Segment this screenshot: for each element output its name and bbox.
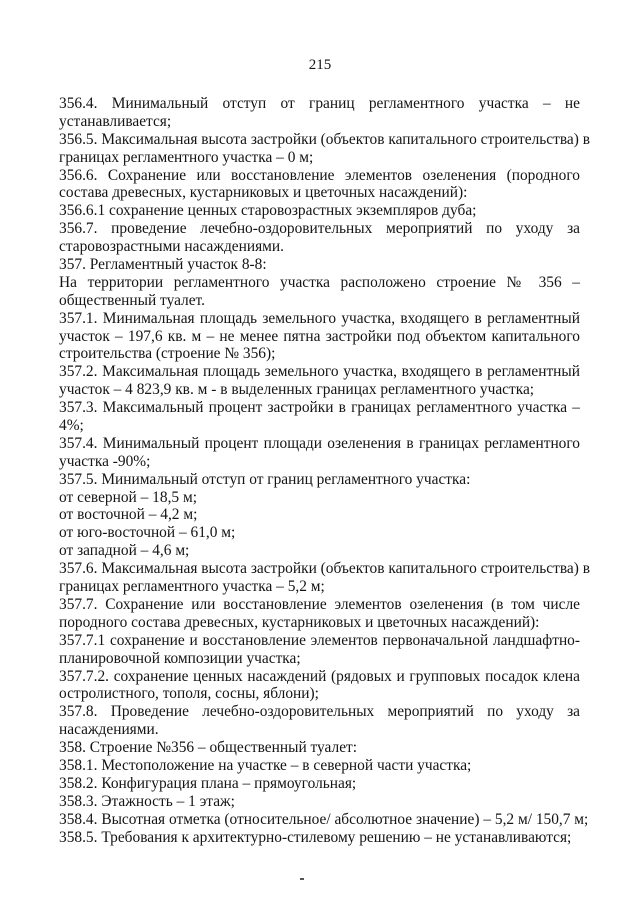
text-line: 357.6. Максимальная высота застройки (объектов капитального строительства) в (59, 560, 590, 578)
text-line: 358. Строение №356 – общественный туалет: (59, 739, 358, 757)
text-line: устанавливается; (59, 112, 172, 130)
footer-mark (300, 878, 304, 880)
text-line: старовозрастными насаждениями. (59, 238, 284, 256)
text-line: 4%; (59, 417, 84, 435)
text-line: строительства (строение № 356); (59, 345, 276, 363)
document-body (59, 95, 590, 846)
text-line: 357.2. Максимальная площадь земельного участка, входящего в регламентный (59, 363, 580, 381)
text-line: насаждениями. (59, 721, 159, 739)
text-line: 357.4. Минимальный процент площади озеленения в границах регламентного (59, 434, 580, 452)
text-line: от юго-восточной – 61,0 м; (59, 524, 236, 542)
text-line: 358.1. Местоположение на участке – в северной части участка; (59, 756, 472, 774)
text-line: 358.2. Конфигурация плана – прямоугольная; (59, 774, 357, 792)
text-line: 356.7. проведение лечебно-оздоровительных мероприятий по уходу за (59, 220, 580, 238)
text-line: от северной – 18,5 м; (59, 488, 197, 506)
text-line: 357.7. Сохранение или восстановление элементов озеленения (в том числе (59, 595, 580, 613)
text-line: 356.6. Сохранение или восстановление элементов озеленения (породного (59, 166, 580, 184)
text-line: участка -90%; (59, 452, 151, 470)
text-line: участок – 197,6 кв. м – не менее пятна застройки под объектом капитального (59, 327, 580, 345)
text-line: 357.7.2. сохранение ценных насаждений (рядовых и групповых посадок клена (59, 667, 580, 685)
text-line: границах регламентного участка – 0 м; (59, 148, 314, 166)
text-line: 357.3. Максимальный процент застройки в границах регламентного участка – (59, 399, 580, 417)
text-line: остролистного, тополя, сосны, яблони); (59, 685, 319, 703)
text-line: 356.5. Максимальная высота застройки (объектов капитального строительства) в (59, 130, 590, 148)
text-line: участок – 4 823,9 кв. м - в выделенных границах регламентного участка; (59, 381, 535, 399)
text-line: 358.5. Требования к архитектурно-стилевому решению – не устанавливаются; (59, 828, 572, 846)
text-line: от западной – 4,6 м; (59, 542, 190, 560)
text-line: На территории регламентного участка расположено строение № 356 – (59, 273, 580, 291)
text-line: границах регламентного участка – 5,2 м; (59, 578, 325, 596)
text-line: 356.4. Минимальный отступ от границ регламентного участка – не (59, 95, 580, 112)
text-line: 357.1. Минимальная площадь земельного участка, входящего в регламентный (59, 309, 580, 327)
text-line: 357. Регламентный участок 8-8: (59, 256, 267, 274)
text-line: 357.7.1 сохранение и восстановление элементов первоначальной ландшафтно- (59, 631, 580, 649)
text-line: от восточной – 4,2 м; (59, 506, 198, 524)
text-line: 356.6.1 сохранение ценных старовозрастных экземпляров дуба; (59, 202, 477, 220)
text-line: 357.5. Минимальный отступ от границ регламентного участка: (59, 470, 471, 488)
text-line: породного состава древесных, кустарниковых и цветочных насаждений): (59, 613, 540, 631)
text-line: 358.3. Этажность – 1 этаж; (59, 792, 235, 810)
text-line: планировочной композиции участка; (59, 649, 301, 667)
text-line: состава древесных, кустарниковых и цветочных насаждений): (59, 184, 468, 202)
text-line: 358.4. Высотная отметка (относительное/ абсолютное значение) – 5,2 м/ 150,7 м; (59, 810, 589, 828)
text-line: общественный туалет. (59, 291, 205, 309)
page-number: 215 (308, 57, 332, 73)
text-line: 357.8. Проведение лечебно-оздоровительных мероприятий по уходу за (59, 703, 580, 721)
